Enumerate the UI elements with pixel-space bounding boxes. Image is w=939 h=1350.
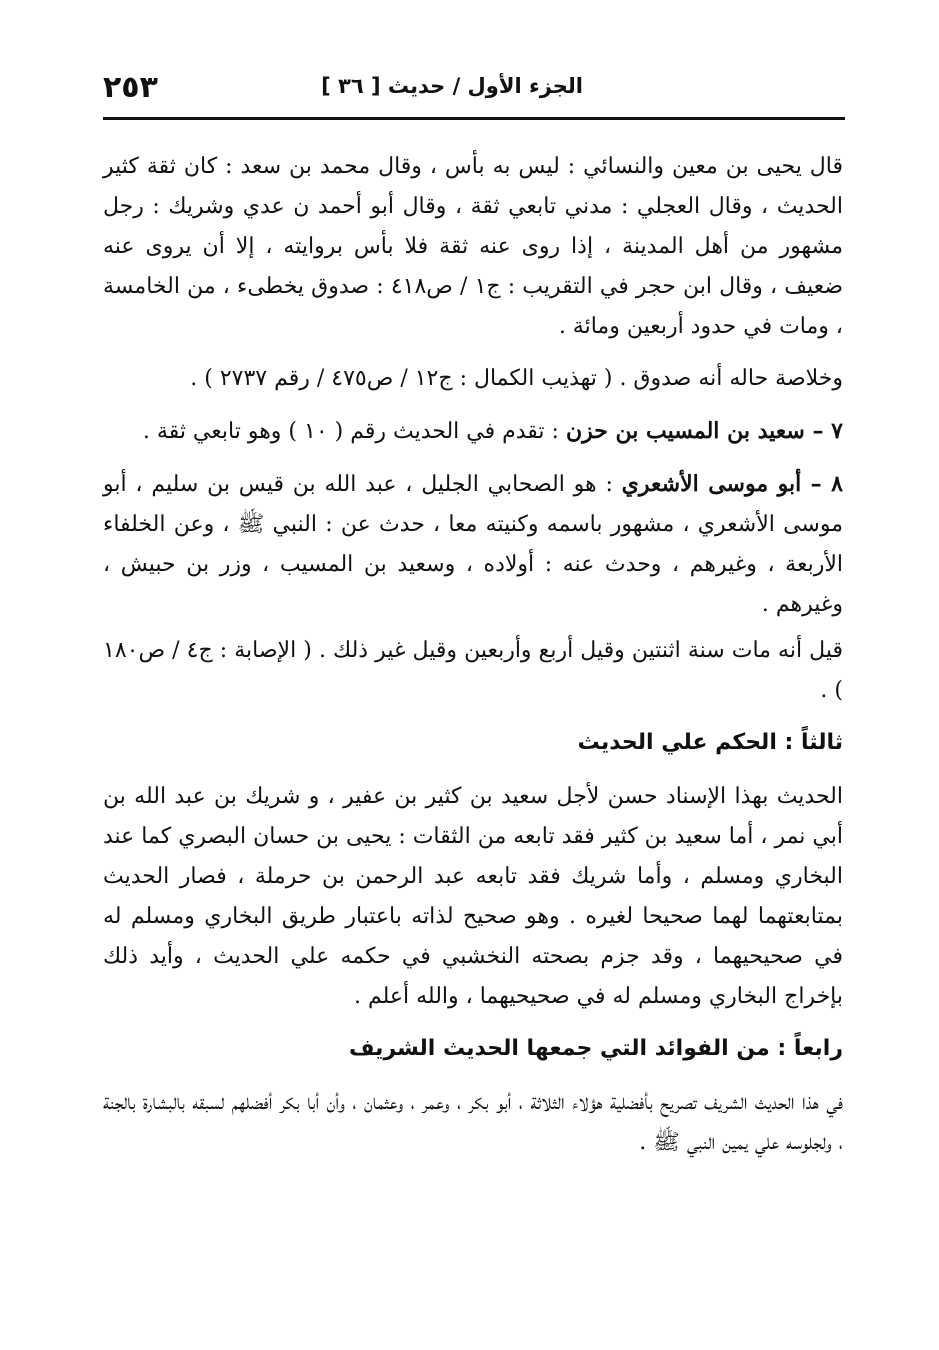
narrator-7-entry — [103, 411, 843, 452]
page-number: ٢٥٣ — [103, 70, 158, 105]
narrator-8-text: : هو الصحابي الجليل ، عبد الله بن قيس بن سليم ، أبو موسى الأشعري ، مشهور باسمه وكنيته معا ، حدث عن : النبي ﷺ ، وعن الخلفاء الأربعة ، وغيرهم ، وحدث عنه : أولاده ، وسعيد بن المسيب ، وزر بن حبيش ، وغيرهم . — [103, 472, 844, 617]
narrator-7-name: ٧ – سعيد بن المسيب بن حزن — [565, 418, 843, 444]
narrator-8-entry — [103, 464, 843, 625]
section-heading-ruling: ثالثاً : الحكم علي الحديث — [577, 730, 843, 755]
narrator-8-name: ٨ – أبو موسى الأشعري — [621, 471, 843, 497]
section-heading-benefits: رابعاً : من الفوائد التي جمعها الحديث الشريف — [348, 1036, 843, 1061]
page-body — [103, 147, 843, 1175]
narrator-summary: وخلاصة حاله أنه صدوق . ( تهذيب الكمال : ج١٢ / ص٤٧٥ / رقم ٢٧٣٧ ) . — [190, 366, 843, 391]
narrator-7-text: : تقدم في الحديث رقم ( ١٠ ) وهو تابعي ثقة . — [142, 419, 566, 444]
narrator-paragraph-1: قال يحيى بن معين والنسائي : ليس به بأس ، وقال محمد بن سعد : كان ثقة كثير الحديث ، وقال العجلي : مدني تابعي ثقة ، وقال أبو أحمد ن عدي وشريك : رجل مشهور من أهل المدينة ، إذا روى عنه ثقة فلا بأس بروايته ، إلا أن يروى عنه ضعيف ، وقال ابن حجر في التقريب : ج١ / ص٤١٨ : صدوق يخطىء ، من الخامسة ، ومات في حدود أربعين ومائة . — [103, 154, 844, 339]
header-rule — [103, 117, 845, 120]
benefits-paragraph: في هذا الحديث الشريف تصريح بأفضلية هؤلاء الثلاثة ، أبو بكر ، وعمر ، وعثمان ، وأن أبا بكر أفضلهم لسبقه بالبشارة بالجنة ، ولجلوسه علي يمين النبي ﷺ . — [103, 1090, 843, 1155]
death-date-paragraph: قيل أنه مات سنة اثنتين وقيل أربع وأربعين وقيل غير ذلك . ( الإصابة : ج٤ / ص١٨٠ ) . — [103, 638, 843, 703]
ruling-paragraph: الحديث بهذا الإسناد حسن لأجل سعيد بن كثير بن عفير ، و شريك بن عبد الله بن أبي نمر ، أما سعيد بن كثير فقد تابعه من الثقات : يحيى بن حسان البصري كما عند البخاري ومسلم ، وأما شريك فقد تابعه عبد الرحمن بن حرملة ، فصار الحديث بمتابعتهما لهما صحيحا لغيره . وهو صحيح لذاته باعتبار طريق البخاري ومسلم له في صحيحيهما ، وقد جزم بصحته النخشبي في حكمه علي الحديث ، وأيد ذلك بإخراج البخاري ومسلم له في صحيحيهما ، والله أعلم . — [103, 784, 843, 1009]
running-header — [103, 70, 845, 116]
header-title: الجزء الأول / حديث [ ٣٦ ] — [321, 74, 583, 98]
